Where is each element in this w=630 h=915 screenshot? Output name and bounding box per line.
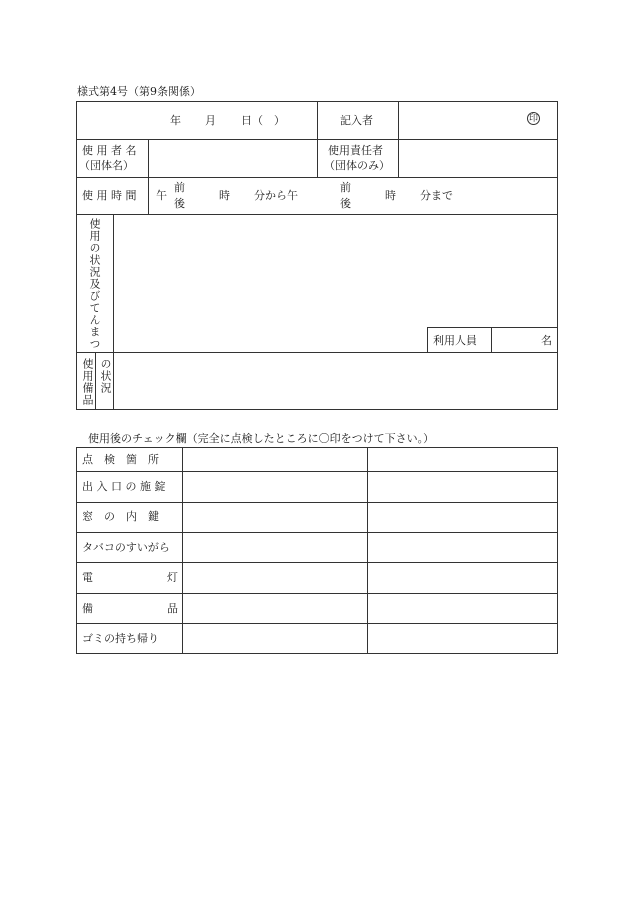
checklist-title: 使用後のチェック欄（完全に点検したところに〇印をつけて下さい。） [88,432,435,445]
checklist-cell[interactable] [183,563,366,592]
checklist-cell[interactable] [368,503,557,531]
responsible-person-field[interactable] [399,140,557,176]
user-name-sub-label: （団体名） [79,159,134,172]
equipment-status-field[interactable] [114,353,557,409]
checklist-cell[interactable] [183,594,366,622]
checklist-cell[interactable] [183,503,366,531]
checklist-row-label: タバコのすいがら [82,541,170,554]
checklist-cell[interactable] [368,563,557,592]
checklist-cell[interactable] [368,533,557,561]
time-minute-until-label: 分まで [420,189,453,202]
col-divider [427,327,428,352]
checklist-row-label: ゴミの持ち帰り [82,632,159,645]
usage-status-label: 使用の状況及びてんまつ [88,218,101,350]
col-divider [95,352,96,410]
recorder-label: 記入者 [340,114,373,127]
checklist-row-label-end: 品 [167,602,178,615]
checklist-row-label: 出 入 口 の 施 錠 [82,480,166,493]
time-am-option: 前 [174,181,185,194]
checklist-row-label-end: 灯 [167,571,178,584]
equipment-label-col2: の状況 [99,358,112,394]
checklist-cell[interactable] [183,472,366,501]
checklist-row-label: 窓 の 内 鍵 [82,510,159,523]
user-count-label: 利用人員 [433,334,477,347]
time-pm-option: 後 [174,197,185,210]
checklist-row-label: 電 [82,571,93,584]
seal-mark: 印 [528,114,538,124]
checklist-cell[interactable] [368,448,557,470]
user-name-field[interactable] [149,140,316,176]
time-am-option-end: 前 [340,181,351,194]
checklist-row-label: 備 [82,602,93,615]
time-hour-label-end: 時 [385,189,396,202]
usage-status-field[interactable] [114,215,426,351]
responsible-person-label: 使用責任者 [328,144,383,157]
date-year-label: 年 [170,114,181,127]
time-noon-prefix: 午 [156,189,167,202]
time-hour-label: 時 [219,189,230,202]
user-count-field[interactable] [492,328,532,351]
equipment-label-col1: 使用備品 [81,358,94,406]
checklist-cell[interactable] [183,448,366,470]
usage-time-label: 使 用 時 間 [82,189,137,202]
checklist-cell[interactable] [183,624,366,653]
time-pm-option-end: 後 [340,197,351,210]
form-title: 様式第4号（第9条関係） [77,85,201,98]
time-minute-from-label: 分から午 [254,189,298,202]
checklist-cell[interactable] [368,594,557,622]
user-name-label: 使 用 者 名 [82,144,137,157]
checklist-cell[interactable] [183,533,366,561]
date-day-label: 日（ ） [241,114,285,127]
checklist-cell[interactable] [368,624,557,653]
checklist-header-label: 点 検 箇 所 [82,453,159,466]
responsible-person-sub-label: （団体のみ） [324,159,390,172]
checklist-cell[interactable] [368,472,557,501]
date-month-label: 月 [205,114,216,127]
user-count-unit: 名 [541,334,552,347]
col-divider [317,101,318,177]
